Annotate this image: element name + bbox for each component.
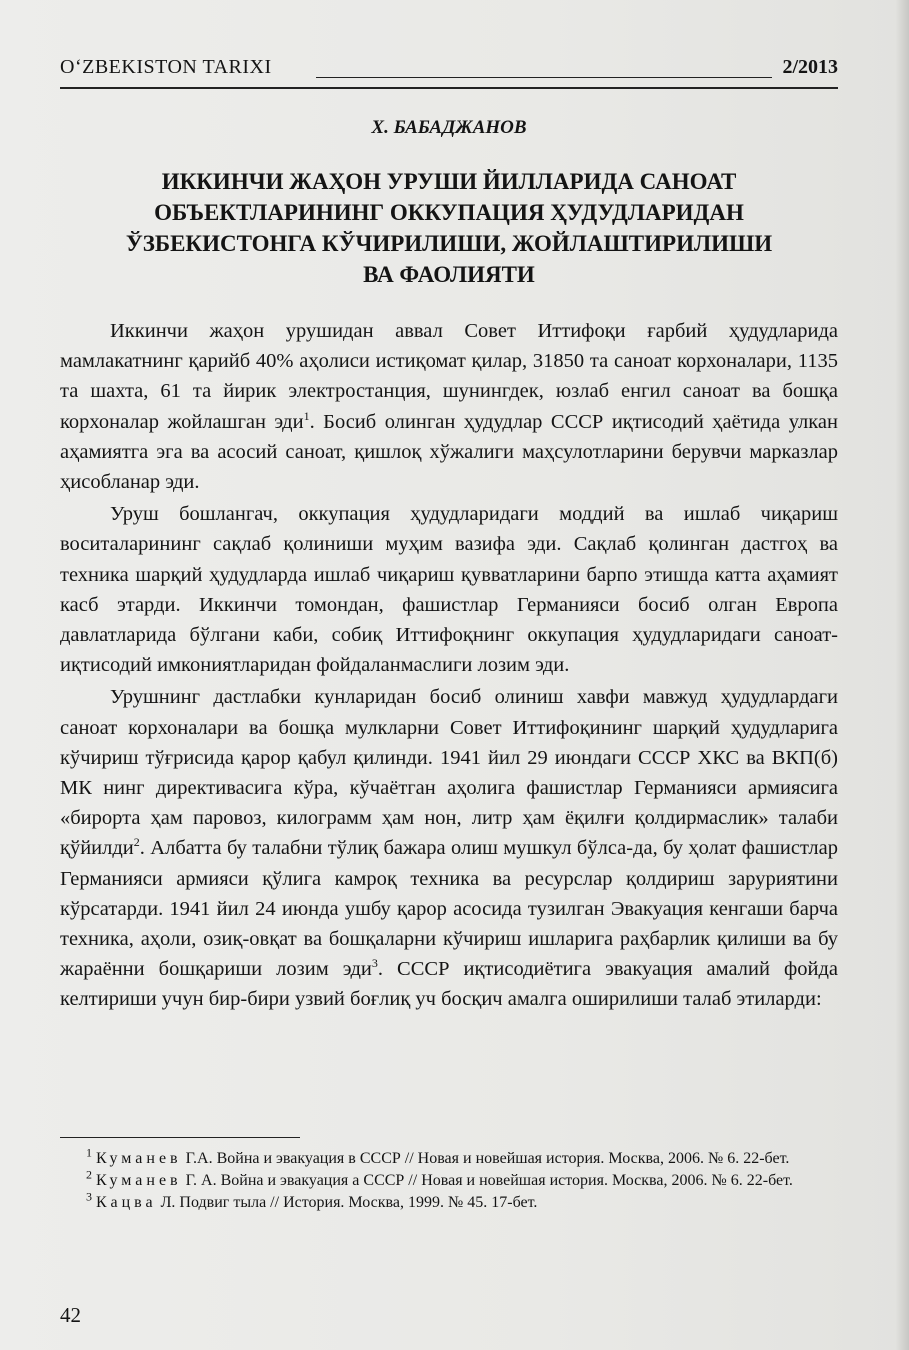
journal-title: O‘ZBEKISTON TARIXI xyxy=(60,56,272,78)
footnote-separator xyxy=(60,1137,300,1138)
paragraph: Иккинчи жаҳон урушидан аввал Совет Иттифоқи ғарбий ҳудудларида мамлакатнинг қарийб 40% аҳолиси истиқомат қилар, 31850 та саноат корхоналари, 1135 та шахта, 61 та йирик электростанция, шунингдек, юзлаб енгил саноат ва бошқа корхоналар жойлашган эди$^1$. Босиб олинган ҳудудлар СССР иқтисодий ҳаётида улкан аҳамиятга эга ва асосий саноат, қишлоқ хўжалиги маҳсулотларини берувчи марказлар ҳисобланар эди. xyxy=(60,320,838,494)
article-body xyxy=(60,316,838,1017)
footnote-number: 1 xyxy=(86,1145,92,1160)
title-line: ВА ФАОЛИЯТИ xyxy=(363,262,535,287)
footnote-ref: 2 xyxy=(133,835,140,850)
article-title xyxy=(60,166,838,290)
header-leader-line xyxy=(316,77,772,78)
footnote-ref: 3 xyxy=(371,956,378,971)
footnotes xyxy=(60,1145,838,1214)
footnote-ref: 1 xyxy=(303,408,310,423)
footnote-number: 2 xyxy=(86,1167,92,1182)
footnote: $^2$ Куманев Г. А. Война и эвакуация а СССР // Новая и новейшая история. Москва, 2006. № 6. 22-бет. xyxy=(86,1167,793,1189)
page-edge-shadow xyxy=(895,0,909,1350)
page-number: 42 xyxy=(60,1303,81,1327)
article-author: Х. БАБАДЖАНОВ xyxy=(371,117,527,138)
footnote-author: Куманев xyxy=(96,1150,182,1167)
footnote-author: Куманев xyxy=(96,1172,182,1189)
footnote-number: 3 xyxy=(86,1189,92,1204)
footnote: $^3$ Кацва Л. Подвиг тыла // История. Москва, 1999. № 45. 17-бет. xyxy=(86,1189,538,1211)
title-line: ОБЪЕКТЛАРИНИНГ ОККУПАЦИЯ ҲУДУДЛАРИДАН xyxy=(154,200,744,225)
header-rule xyxy=(60,87,838,89)
running-header xyxy=(60,56,838,86)
footnote-author: Кацва xyxy=(96,1194,157,1211)
paragraph: Урушнинг дастлабки кунларидан босиб олиниш хавфи мавжуд ҳудудлардаги саноат корхоналари ва бошқа мулкларни Совет Иттифоқининг шарқий ҳудудларига кўчириш тўғрисида қарор қабул қилинди. 1941 йил 29 июндаги СССР ХКС ва ВКП(б) МК нинг директивасига кўра, кўчаётган аҳолига фашистлар Германияси армиясига «бирорта ҳам паровоз, килограмм ҳам нон, литр ҳам ёқилғи қолдирмаслик» талаби қўйилди$^2$. Албатта бу талабни тўлиқ бажара олиш мушкул бўлса-да, бу ҳолат фашистлар Германияси армияси қўлига камроқ техника ва ресурслар қолдириш заруриятини кўрсатарди. 1941 йил 24 июнда ушбу қарор асосида тузилган Эвакуация кенгаши барча техника, аҳоли, озиқ-овқат ва бошқаларни кўчириш ишларига раҳбарлик қилиши ва бу жараённи бошқариши лозим эди$^3$. СССР иқтисодиётига эвакуация амалий фойда келтириши учун бир-бири узвий боғлиқ уч босқич амалга оширилиши талаб этиларди: xyxy=(60,686,838,1011)
paragraph: Уруш бошлангач, оккупация ҳудудларидаги моддий ва ишлаб чиқариш воситаларининг сақлаб қолиниши муҳим вазифа эди. Сақлаб қолинган дастгоҳ ва техника шарқий ҳудудларда ишлаб чиқариш қувватларини барпо этишда катта аҳамият касб этарди. Иккинчи томондан, фашистлар Германияси босиб олган Европа давлатларида бўлгани каби, собиқ Иттифоқнинг оккупация ҳудудларидаги саноат-иқтисодий имкониятларидан фойдаланмаслиги лозим эди. xyxy=(60,503,838,677)
title-line: ЎЗБЕКИСТОНГА КЎЧИРИЛИШИ, ЖОЙЛАШТИРИЛИШИ xyxy=(125,231,773,256)
title-line: ИККИНЧИ ЖАҲОН УРУШИ ЙИЛЛАРИДА САНОАТ xyxy=(161,169,737,194)
footnote: $^1$ Куманев Г.А. Война и эвакуация в СССР // Новая и новейшая история. Москва, 2006. № 6. 22-бет. xyxy=(86,1145,790,1167)
issue-number: 2/2013 xyxy=(782,56,838,78)
